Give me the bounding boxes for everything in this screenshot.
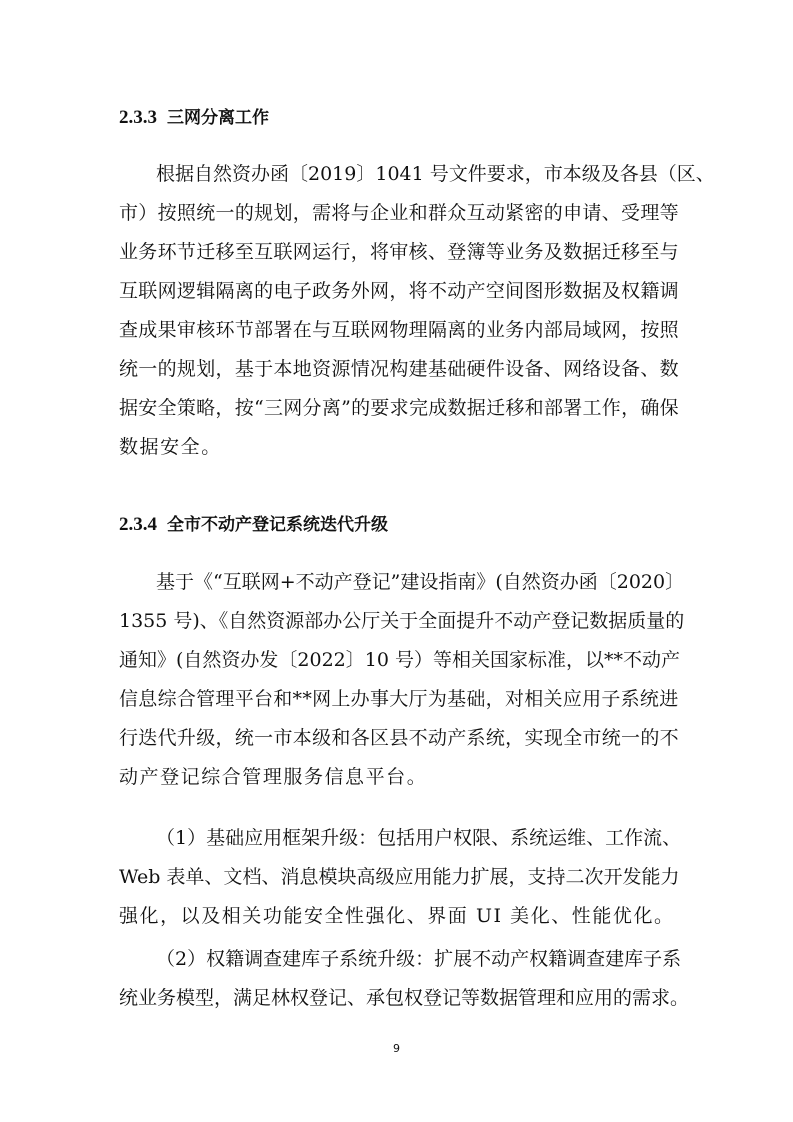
- text-line: （1）基础应用框架升级：包括用户权限、系统运维、工作流、: [156, 827, 682, 849]
- text-line: 统一的规划，基于本地资源情况构建基础硬件设备、网络设备、数: [119, 358, 679, 380]
- text-line: 查成果审核环节部署在与互联网物理隔离的业务内部局域网，按照: [119, 319, 679, 341]
- section-title: 全市不动产登记系统迭代升级: [167, 515, 388, 535]
- text-line: 通知》(自然资办发〔2022〕10 号）等相关国家标准，以**不动产: [119, 649, 680, 671]
- text-line: 动产登记综合管理服务信息平台。: [119, 766, 428, 788]
- section-title: 三网分离工作: [167, 108, 269, 128]
- text-line: 基于《“互联网+不动产登记”建设指南》(自然资办函〔2020〕: [156, 571, 685, 593]
- text-line: 根据自然资办函〔2019〕1041 号文件要求，市本级及各县（区、: [156, 163, 715, 185]
- section-number: 2.3.4: [119, 514, 157, 535]
- text-line: 业务环节迁移至互联网运行，将审核、登簿等业务及数据迁移至与: [119, 241, 679, 263]
- text-line: 强化，以及相关功能安全性强化、界面 UI 美化、性能优化。: [119, 905, 675, 927]
- text-line: 数据安全。: [119, 436, 222, 458]
- text-line: 据安全策略，按“三网分离”的要求完成数据迁移和部署工作，确保: [119, 397, 679, 419]
- text-line: 信息综合管理平台和**网上办事大厅为基础，对相关应用子系统进: [119, 688, 679, 710]
- text-line: 统业务模型，满足林权登记、承包权登记等数据管理和应用的需求。: [119, 987, 690, 1009]
- text-line: （2）权籍调查建库子系统升级：扩展不动产权籍调查建库子系: [156, 948, 682, 970]
- text-line: 行迭代升级，统一市本级和各区县不动产系统，实现全市统一的不: [119, 727, 679, 749]
- section-heading-2-3-3: [119, 106, 269, 130]
- section-heading-2-3-4: [119, 513, 388, 537]
- section-number: 2.3.3: [119, 107, 157, 128]
- page-number: 9: [393, 1042, 400, 1055]
- text-line: 1355 号)、《自然资源部办公厅关于全面提升不动产登记数据质量的: [119, 610, 685, 632]
- text-line: 市）按照统一的规划，需将与企业和群众互动紧密的申请、受理等: [119, 202, 679, 224]
- text-line: Web 表单、文档、消息模块高级应用能力扩展，支持二次开发能力: [119, 866, 680, 888]
- text-line: 互联网逻辑隔离的电子政务外网，将不动产空间图形数据及权籍调: [119, 280, 679, 302]
